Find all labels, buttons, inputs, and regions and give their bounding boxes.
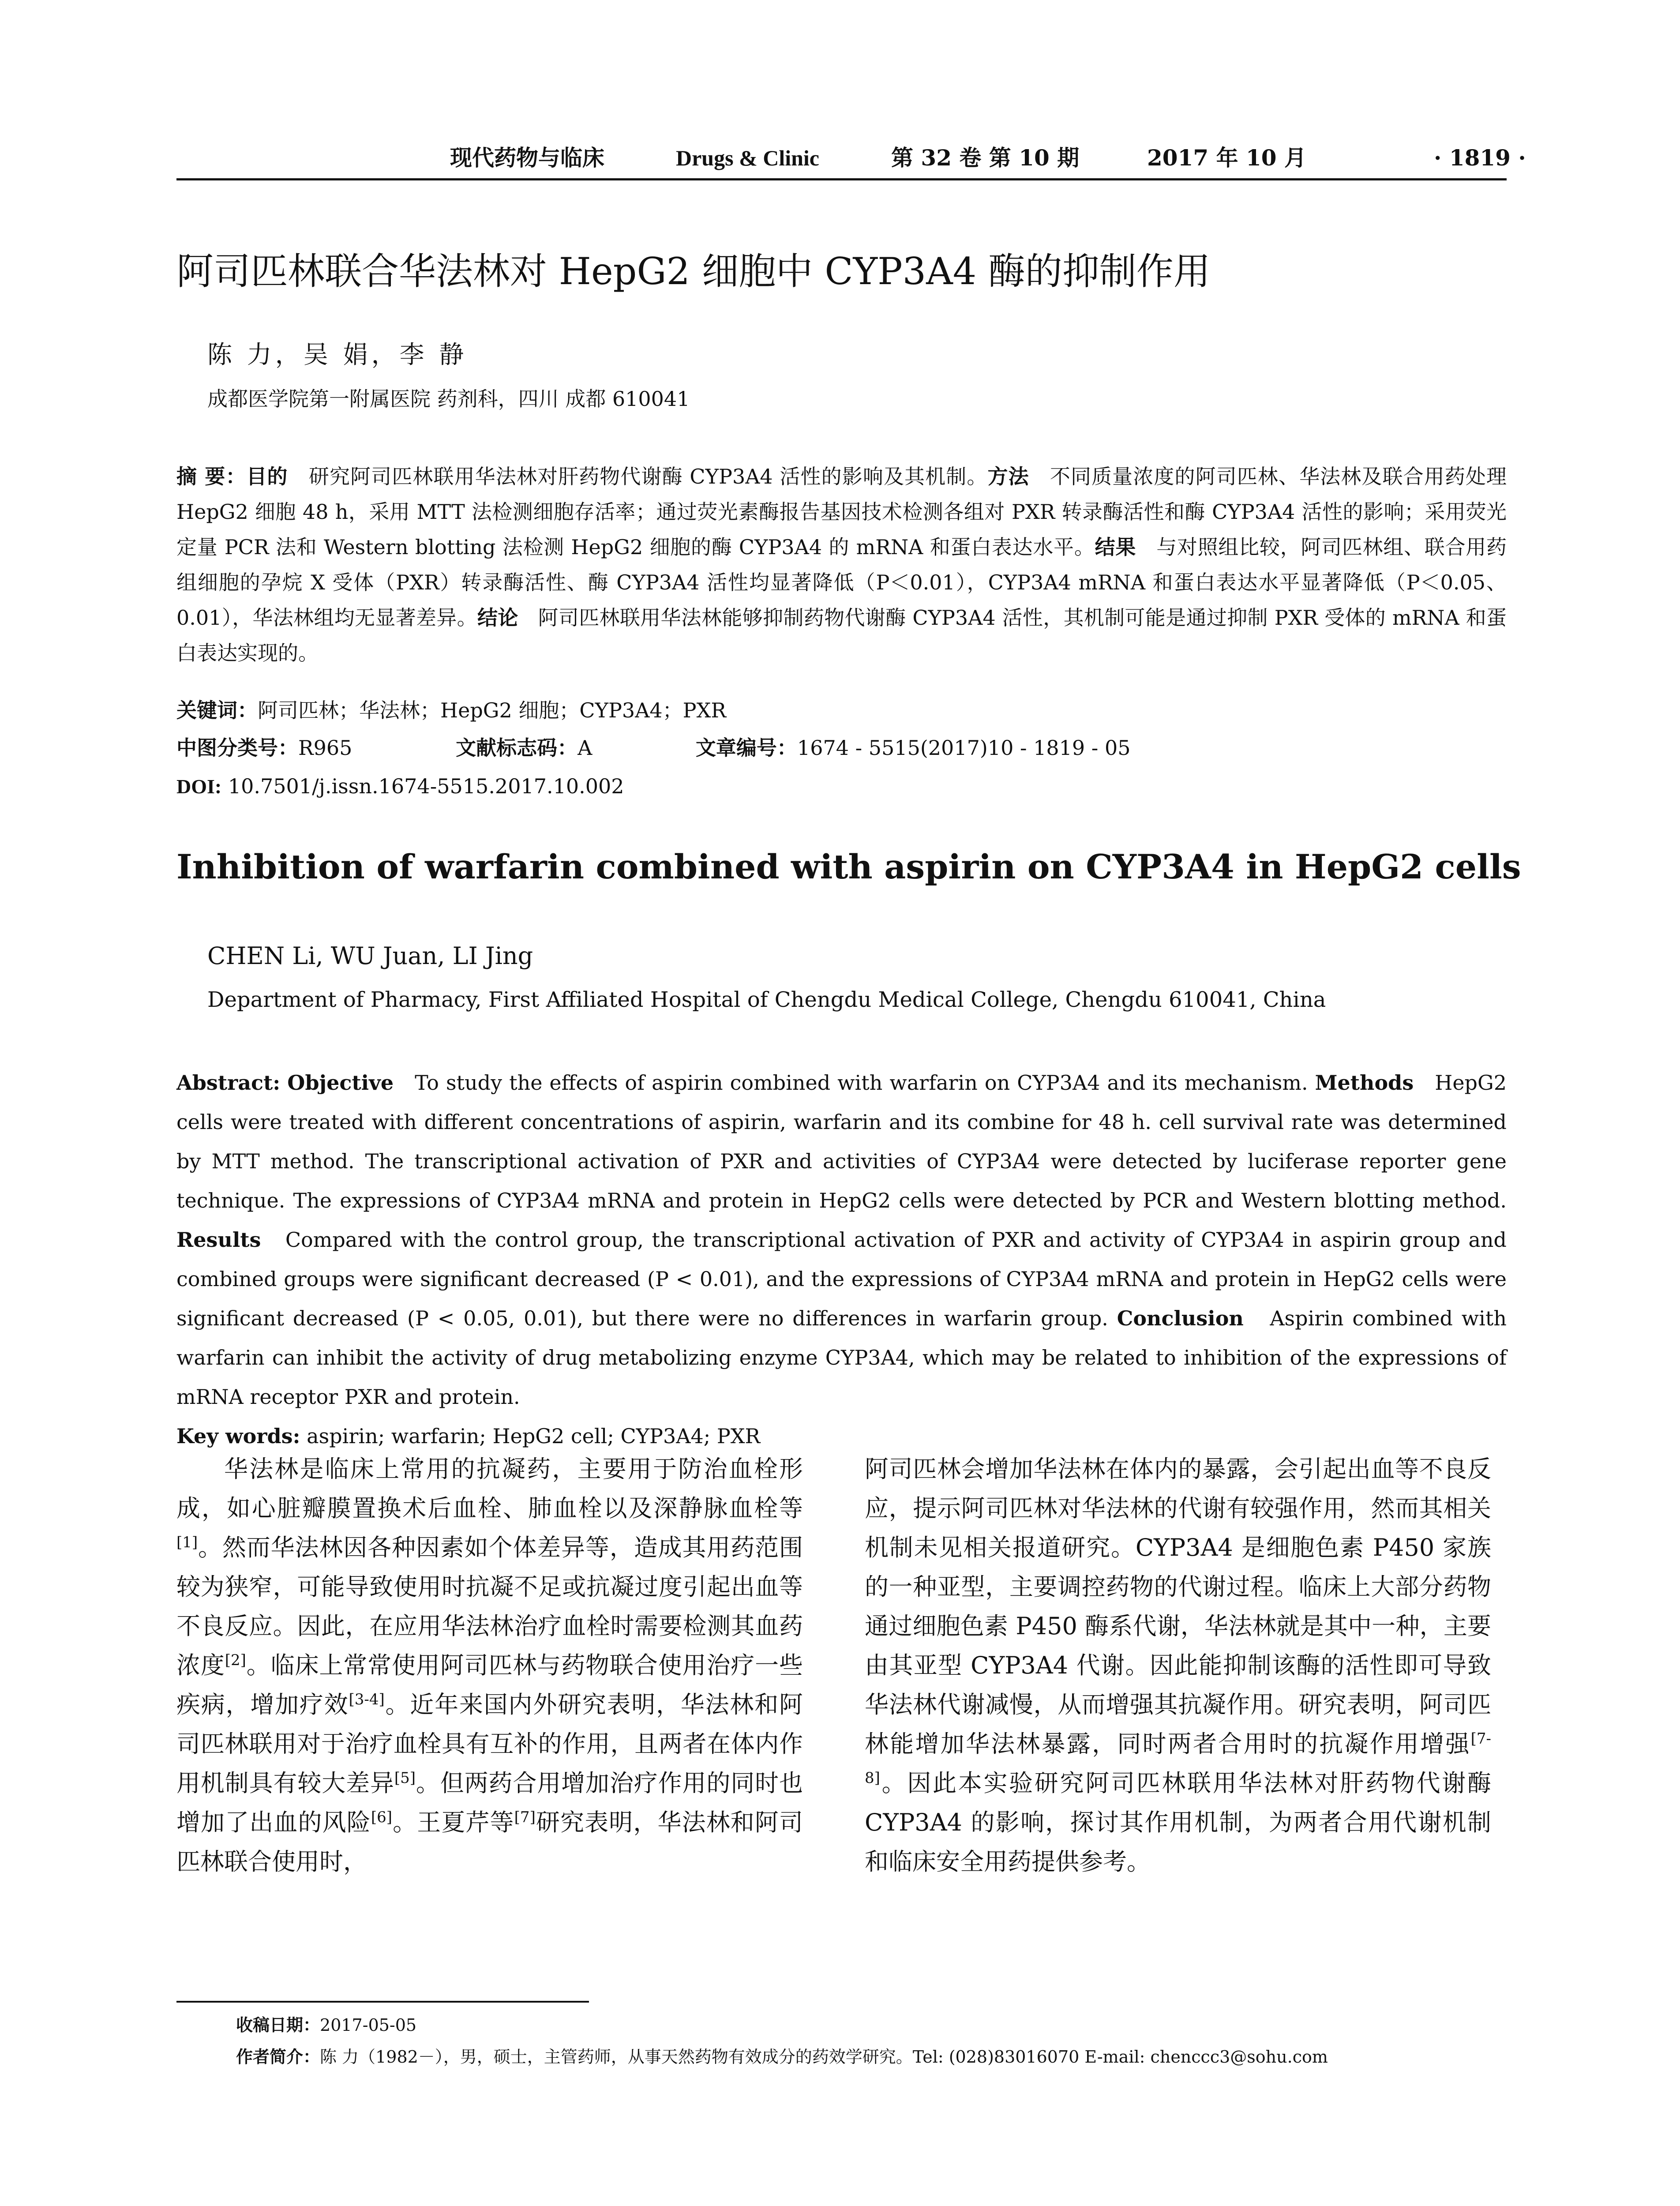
abstract-cn — [176, 459, 1507, 671]
body-text: 阿司匹林会增加华法林在体内的暴露，会引起出血等不良反应，提示阿司匹林对华法林的代谢有较强作用，然而其相关机制未见相关报道研究。CYP3A4 是细胞色素 P450 家族的一种亚型，主要调控药物的代谢过程。临床上大部分药物通过细胞色素 P450 酶系代谢，华法林就是其中一种，主要由其亚型 CYP3A4 代谢。因此能抑制该酶的活性即可导致华法林代谢减慢，从而增强其抗凝作用。研究表明，阿司匹林能增加华法林暴露，同时两者合用时的抗凝作用增强 — [865, 1455, 1491, 1758]
footnote-received — [236, 2012, 416, 2038]
affiliation-en: Department of Pharmacy, First Affiliated Hospital of Chengdu Medical College, Chengdu 610041, China — [207, 987, 1326, 1012]
clc-value: R965 — [298, 736, 352, 760]
body-text: 。王夏芹等 — [392, 1808, 514, 1836]
results-en: Compared with the control group, the transcriptional activation of PXR and activity of CYP3A4 in aspirin group and combined groups were significant decreased (P < 0.01), and the expressions of CYP3A4 mRNA and protein in HepG2 cells were significant decreased (P < 0.05, 0.01), but there were no differences in warfarin group. — [176, 1228, 1507, 1330]
methods-label-cn: 方法 — [987, 465, 1029, 488]
classification-line — [176, 735, 1131, 761]
doc-code-value: A — [578, 736, 592, 760]
doc-code-label: 文献标志码： — [456, 736, 578, 760]
body-text: 研究表明，华法林和阿司匹林联合使用时， — [176, 1808, 803, 1876]
doi-value: 10.7501/j.issn.1674-5515.2017.10.002 — [228, 774, 624, 798]
journal-name-cn: 现代药物与临床 — [450, 145, 604, 171]
body-column-right — [865, 1449, 1491, 1881]
doi-line — [176, 773, 624, 800]
objective-en: To study the effects of aspirin combined with warfarin on CYP3A4 and its mechanism. — [415, 1071, 1308, 1095]
article-no-value: 1674 - 5515(2017)10 - 1819 - 05 — [797, 736, 1131, 760]
citation-ref: [2] — [225, 1651, 246, 1669]
body-text: 。近年来国内外研究表明，华法林和阿司匹林联用对于治疗血栓具有互补的作用，且两者在体内作用机制具有较大差异 — [176, 1691, 803, 1797]
citation-ref: [6] — [371, 1808, 393, 1826]
footnote-rule — [176, 2001, 589, 2003]
keywords-cn — [176, 697, 726, 724]
article-no-label: 文章编号： — [695, 736, 797, 760]
objective-label-cn: 目的 — [246, 465, 288, 488]
volume-issue: 第 32 卷 第 10 期 — [891, 145, 1080, 171]
body-text: 。但两药合用增加治疗作用的同时也增加了出血的风险 — [176, 1769, 803, 1836]
citation-ref: [7-8] — [865, 1730, 1491, 1787]
citation-ref: [1] — [176, 1534, 198, 1551]
clc-label: 中图分类号： — [176, 736, 298, 760]
body-column-left — [176, 1449, 803, 1881]
issue-date: 2017 年 10 月 — [1147, 145, 1306, 171]
doi-label: DOI: — [176, 775, 222, 798]
keywords-value-cn: 阿司匹林；华法林；HepG2 细胞；CYP3A4；PXR — [258, 698, 727, 722]
methods-label-en: Methods — [1315, 1071, 1414, 1095]
abstract-label-cn: 摘 要： — [176, 465, 247, 488]
methods-en: HepG2 cells were treated with different concentrations of aspirin, warfarin and its combine for 48 h. cell survival rate was determined by MTT method. The transcriptional activation of PXR and activities of CYP3A4 were detected by luciferase reporter gene technique. The expressions of CYP3A4 mRNA and protein in HepG2 cells were detected by PCR and Western blotting method. — [176, 1071, 1507, 1212]
keywords-value-en: aspirin; warfarin; HepG2 cell; CYP3A4; PXR — [307, 1424, 761, 1448]
body-text: 。然而华法林因各种因素如个体差异等，造成其用药范围较为狭窄，可能导致使用时抗凝不足或抗凝过度引起出血等不良反应。因此，在应用华法林治疗血栓时需要检测其血药浓度 — [176, 1534, 803, 1679]
running-header — [176, 140, 1526, 176]
received-label: 收稿日期： — [236, 2015, 320, 2035]
authors-en: CHEN Li, WU Juan, LI Jing — [207, 942, 533, 970]
citation-ref: [5] — [394, 1769, 416, 1787]
citation-ref: [3-4] — [349, 1691, 385, 1708]
conclusion-cn: 阿司匹林联用华法林能够抑制药物代谢酶 CYP3A4 活性，其机制可能是通过抑制 PXR 受体的 mRNA 和蛋白表达实现的。 — [176, 606, 1507, 665]
affiliation-cn: 成都医学院第一附属医院 药剂科，四川 成都 610041 — [207, 387, 690, 411]
keywords-label-en: Key words: — [176, 1424, 300, 1448]
methods-cn: 不同质量浓度的阿司匹林、华法林及联合用药处理 HepG2 细胞 48 h，采用 MTT 法检测细胞存活率；通过荧光素酶报告基因技术检测各组对 PXR 转录酶活性和酶 CYP3A4 活性的影响；采用荧光定量 PCR 法和 Western blotting 法检测 HepG2 细胞的酶 CYP3A4 的 mRNA 和蛋白表达水平。 — [176, 465, 1507, 559]
citation-ref: [7] — [514, 1808, 536, 1826]
body-text: 。因此本实验研究阿司匹林联用华法林对肝药物代谢酶 CYP3A4 的影响，探讨其作用机制，为两者合用代谢机制和临床安全用药提供参考。 — [865, 1769, 1491, 1876]
objective-cn: 研究阿司匹林联用华法林对肝药物代谢酶 CYP3A4 活性的影响及其机制。 — [308, 465, 988, 488]
author-bio: 陈 力（1982－），男，硕士，主管药师，从事天然药物有效成分的药效学研究。Tel: (028)83016070 E-mail: chenccc3@sohu.com — [320, 2047, 1328, 2067]
journal-name-en: Drugs & Clinic — [676, 146, 819, 170]
body-text: 华法林是临床上常用的抗凝药，主要用于防治血栓形成，如心脏瓣膜置换术后血栓、肺血栓以及深静脉血栓等 — [176, 1455, 803, 1522]
body-paragraph — [176, 1449, 803, 1881]
body-text: 。临床上常常使用阿司匹林与药物联合使用治疗一些疾病，增加疗效 — [176, 1651, 803, 1718]
title-cn: 阿司匹林联合华法林对 HepG2 细胞中 CYP3A4 酶的抑制作用 — [176, 250, 1211, 293]
page-number: · 1819 · — [1434, 145, 1526, 171]
conclusion-label-cn: 结论 — [477, 606, 518, 630]
results-cn: 与对照组比较，阿司匹林组、联合用药组细胞的孕烷 X 受体（PXR）转录酶活性、酶 CYP3A4 活性均显著降低（P＜0.01），CYP3A4 mRNA 和蛋白表达水平显著降低（P＜0.05、0.01），华法林组均无显著差异。 — [176, 535, 1507, 630]
conclusion-en: Aspirin combined with warfarin can inhibit the activity of drug metabolizing enzyme CYP3A4, which may be related to inhibition of the expressions of mRNA receptor PXR and protein. — [176, 1306, 1507, 1409]
footnote-author — [236, 2044, 1328, 2070]
results-label-cn: 结果 — [1095, 535, 1136, 559]
body-paragraph — [865, 1449, 1491, 1881]
keywords-label-cn: 关键词： — [176, 698, 258, 722]
conclusion-label-en: Conclusion — [1117, 1306, 1244, 1330]
results-label-en: Results — [176, 1228, 261, 1252]
title-en: Inhibition of warfarin combined with aspirin on CYP3A4 in HepG2 cells — [176, 847, 1521, 886]
authors-cn: 陈 力，吴 娟，李 静 — [207, 341, 468, 369]
received-date: 2017-05-05 — [320, 2015, 417, 2035]
author-bio-label: 作者简介： — [236, 2047, 320, 2067]
abstract-label-en: Abstract: — [176, 1071, 281, 1095]
objective-label-en: Objective — [287, 1071, 394, 1095]
header-rule — [176, 178, 1507, 180]
abstract-en — [176, 1063, 1507, 1456]
